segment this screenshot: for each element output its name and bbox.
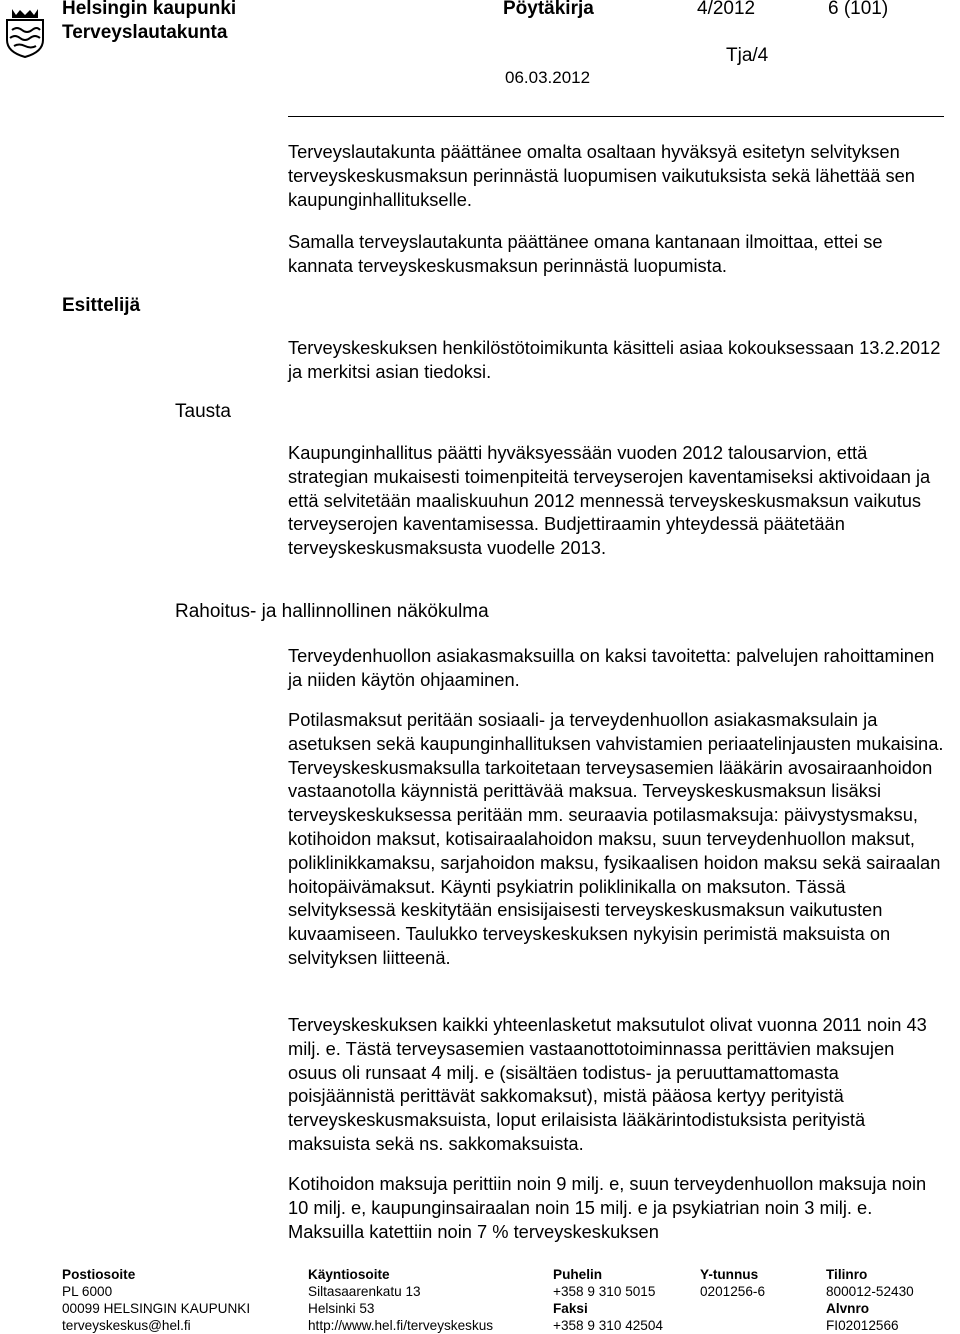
footer-vat-value: FI02012566 — [826, 1318, 899, 1333]
footer-account-value: 800012-52430 — [826, 1284, 914, 1299]
footer-phone-number: +358 9 310 5015 — [553, 1284, 656, 1299]
meeting-date: 06.03.2012 — [505, 68, 591, 87]
helsinki-crest-logo — [4, 6, 46, 58]
footer-fax-number: +358 9 310 42504 — [553, 1318, 663, 1333]
paragraph: Terveyslautakunta päättänee omalta osaltaan hyväksyä esitetyn selvityksen terveyskeskusmaksun perinnästä luopumisen vaikutuksista sekä lähettää sen kaupunginhallitukselle. — [288, 141, 915, 210]
footer-phone — [553, 1266, 663, 1334]
footer-visiting-line: Helsinki 53 — [308, 1301, 375, 1316]
footer-phone-heading: Puhelin — [553, 1267, 603, 1282]
footer-postal-heading: Postiosoite — [62, 1267, 136, 1282]
header-rule — [288, 116, 944, 117]
page-number: 6 (101) — [828, 0, 889, 19]
footer-account-heading: Tilinro — [826, 1267, 868, 1282]
footer-visiting-heading: Käyntiosoite — [308, 1267, 390, 1282]
footer-business-id — [700, 1266, 765, 1300]
presenter-label: Esittelijä — [62, 295, 141, 316]
funding-label: Rahoitus- ja hallinnollinen näkökulma — [175, 601, 489, 622]
footer-vat-heading: Alvnro — [826, 1301, 870, 1316]
background-label: Tausta — [175, 401, 231, 422]
paragraph: Potilasmaksut peritään sosiaali- ja terveydenhuollon asiakasmaksulain ja asetuksen sekä kaupunginhallituksen vahvistamien periaatelinjausten mukaisina. Terveyskeskusmaksulla tarkoitetaan terveysasemien lääkärin avosairaanhoidon vastaanotolla käynnistä perittävää maksua. Terveyskeskusmaksun lisäksi terveyskeskuksessa peritään mm. seuraavia potilasmaksuja: päivystysmaksu, kotihoidon maksut, kotisairaalahoidon maksu, suun terveydenhuollon maksut, poliklinikkamaksu, sarjahoidon maksu, fysikaalisen hoidon maksu sekä sairaalan hoitopäivämaksut. Käynti psykiatrin poliklinikalla on maksuton. Tässä selvityksessä keskitytään ensisijaisesti terveyskeskusmaksun vaikutusten kuvaamiseen. Taulukko terveyskeskuksen nykyisin perimistä maksuista on selvityksen liitteenä. — [288, 709, 944, 968]
footer-postal-line: PL 6000 — [62, 1284, 113, 1299]
section-code: Tja/4 — [726, 45, 769, 66]
paragraph: Kotihoidon maksuja perittiin noin 9 milj. e, suun terveydenhuollon maksuja noin 10 milj. e, kaupunginsairaalan noin 15 milj. e ja psykiatrian noin 3 milj. e. Maksuilla katettiin noin 7 % terveyskeskuksen — [288, 1173, 927, 1242]
footer-business-id-heading: Y-tunnus — [700, 1267, 759, 1282]
footer-website: http://www.hel.fi/terveyskeskus — [308, 1318, 494, 1333]
org-name: Helsingin kaupunki — [62, 0, 237, 19]
footer-postal — [62, 1266, 250, 1334]
paragraph: Terveydenhuollon asiakasmaksuilla on kaksi tavoitetta: palvelujen rahoittaminen ja niiden käytön ohjaaminen. — [288, 645, 935, 690]
footer-business-id-value: 0201256-6 — [700, 1284, 766, 1299]
document-number: 4/2012 — [697, 0, 756, 19]
footer-visiting-line: Siltasaarenkatu 13 — [308, 1284, 421, 1299]
paragraph: Terveyskeskuksen henkilöstötoimikunta käsitteli asiaa kokouksessaan 13.2.2012 ja merkitsi asian tiedoksi. — [288, 337, 941, 382]
footer-account — [826, 1266, 914, 1334]
footer-email: terveyskeskus@hel.fi — [62, 1318, 191, 1333]
footer-fax-heading: Faksi — [553, 1301, 588, 1316]
paragraph: Terveyskeskuksen kaikki yhteenlasketut maksutulot olivat vuonna 2011 noin 43 milj. e. Tästä terveysasemien vastaanottotoiminnassa perittävien maksujen osuus oli runsaat 4 milj. e (sisältäen todistus- ja peruuttamattomasta poisjäännistä perittävät sakkomaksut), mistä pääosa kertyy perityistä terveyskeskusmaksuista, loput erilaisista lääkärintodistuksista perityistä maksuista sekä ns. sakkomaksuista. — [288, 1014, 927, 1154]
paragraph: Kaupunginhallitus päätti hyväksyessään vuoden 2012 talousarvion, että strategian mukaisesti toimenpiteitä terveyserojen kaventamiseksi aktivoidaan ja että selvitetään maaliskuuhun 2012 mennessä terveyskeskusmaksun vaikutus terveyserojen kaventamisessa. Budjettiraamin yhteydessä päätetään terveyskeskusmaksusta vuodelle 2013. — [288, 442, 931, 559]
footer-visiting — [308, 1266, 493, 1334]
footer-postal-line: 00099 HELSINGIN KAUPUNKI — [62, 1301, 251, 1316]
board-name: Terveyslautakunta — [62, 22, 228, 43]
document-type: Pöytäkirja — [503, 0, 594, 19]
paragraph: Samalla terveyslautakunta päättänee omana kantanaan ilmoittaa, ettei se kannata terveyskeskusmaksun perinnästä luopumista. — [288, 231, 883, 276]
